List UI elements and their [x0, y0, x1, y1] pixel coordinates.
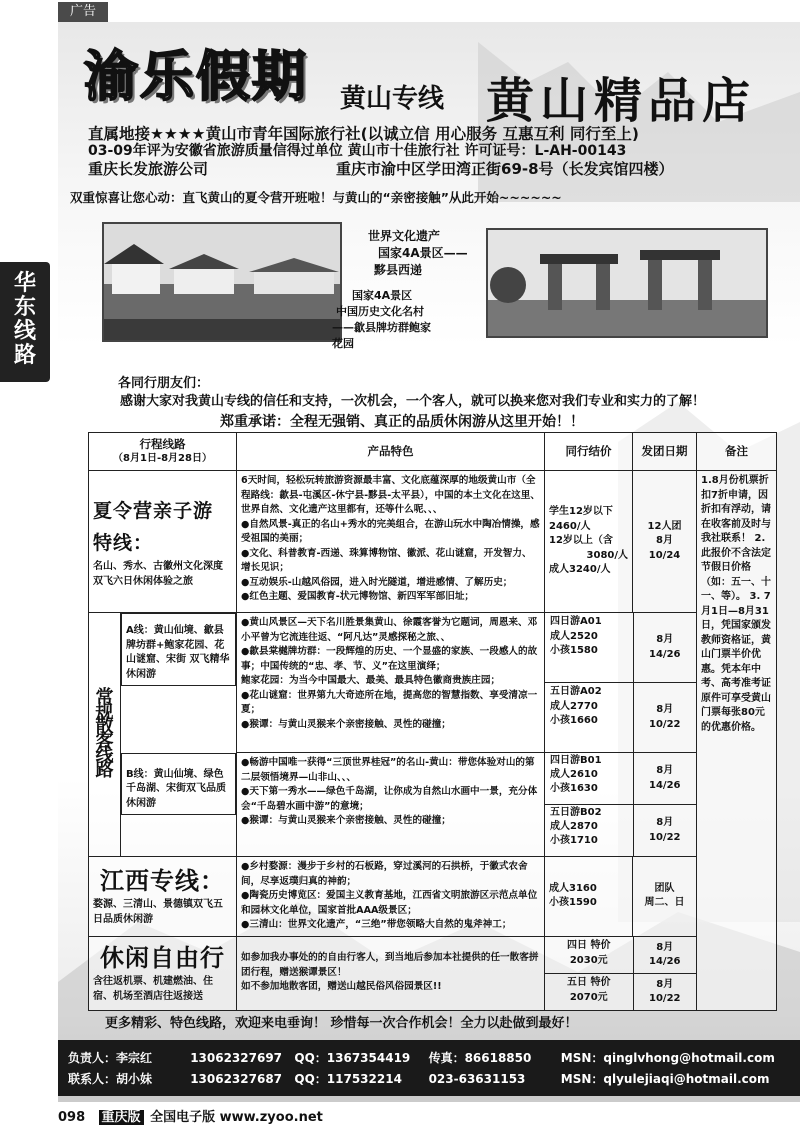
caption-line: 国家4A景区——: [378, 246, 468, 260]
table-row-leisure: [89, 936, 777, 1010]
summer-features: 6天时间，轻松玩转旅游资源最丰富、文化底蕴深厚的地级黄山市（全程路线：歙县-屯溪区-休宁县-黟县-太平县），中国的本土文化在这里、世界自然、文化遗产这里都有，还等什么呢、、、 ●自然风景-真正的名山+秀水的完美组合，在游山玩水中陶冶情操，感受祖国的美丽； ●文化、科普教育-西递、珠算博物馆、徽派、花山谜窟，开发智力、增长见识； ●互动娱乐-山越风俗园，进入时光隧道，增进感情、了解历史； ●红色主题、爱国教育-状元博物馆、新四军军部旧址；: [237, 471, 545, 613]
jiangxi-price: 成人3160 小孩1590: [545, 857, 633, 937]
slogan: 更多精彩、特色线路，欢迎来电垂询！ 珍惜每一次合作机会！全力以赴做到最好！: [105, 1016, 578, 1031]
agency-address: 重庆市渝中区学田湾正街69-8号（长发宾馆四楼）: [336, 160, 674, 178]
agency-line-1: 直属地接★★★★黄山市青年国际旅行社(以诚立信 用心服务 互惠互利 同行至上): [88, 125, 639, 143]
jiangxi-route-cell: [89, 857, 237, 937]
contact-msn[interactable]: MSN：qinglvhong@hotmail.com: [560, 1051, 775, 1065]
header-notes: 备注: [697, 433, 777, 471]
footer: [58, 1106, 323, 1125]
caption-line: 中国历史文化名村: [336, 305, 424, 318]
photo2-caption: [332, 288, 482, 352]
thanks-text: [88, 392, 778, 411]
line-subtitle: 黄山专线: [340, 84, 445, 114]
leisure-prices: [545, 936, 697, 1010]
price-row-a01: 四日游A01 成人2520 小孩1580 8月 14/26: [545, 613, 696, 683]
caption-line: 世界文化遗产: [368, 229, 441, 243]
edition-badge: 重庆版: [99, 1110, 144, 1125]
caption-line: 国家4A景区: [352, 289, 413, 302]
table-row-line-a: [89, 613, 777, 753]
line-a-features: ●黄山风景区—天下名川胜景集黄山、徐霞客誉为它题词，周恩来、邓小平曾为它流连往返、“阿凡达”灵感探秘之旅、、 ●歙县棠樾牌坊群：一段辉煌的历史、一个显盛的家族、一段感人的故事；中国传统的“忠、孝、节、义”在这里演绎； 鲍家花园：为当今中国最大、最美、最具特色徽商贵族庄园； ●花山谜窟：世界第九大奇迹所在地，提高您的智慧指数、享受清凉一夏； ●猴谭：与黄山灵猴来个亲密接触、灵性的碰撞；: [237, 613, 545, 753]
promise-text: 郑重承诺：全程无强销、真正的品质休闲游从这里开始！！: [220, 414, 584, 430]
thanks-body: 感谢大家对我黄山专线的信任和支持，一次机会，一个客人，就可以换来您对我们专业和实力的了解！: [120, 394, 706, 409]
ad-tag: 广告: [58, 2, 108, 22]
header-features: 产品特色: [237, 433, 545, 471]
photo-xidi-village: [102, 222, 342, 342]
photo-paifang-memorial: [486, 228, 768, 338]
header-route: 行程线路 （8月1日-8月28日）: [89, 433, 237, 471]
side-tab-east-china: [0, 262, 50, 382]
line-b-features: ●畅游中国唯一获得“三顶世界桂冠”的名山-黄山：带您体验对山的第二层领悟境界—山非山、、、 ●天下第一秀水——绿色千岛湖，让你成为自然山水画中一景，充分体会“千岛碧水画中游”的意境； ●猴谭：与黄山灵猴来个亲密接触、灵性的碰撞；: [237, 753, 545, 857]
table-row-jiangxi: [89, 857, 777, 937]
summer-route-cell: [89, 471, 237, 613]
leisure-price-grid: [545, 937, 696, 1010]
line-b-price-grid: [545, 753, 696, 856]
brand-title: 渝乐假期: [84, 44, 308, 108]
notes-cell: 1.8月份机票折扣7折申请，因折扣有浮动，请在收客前及时与我社联系！ 2. 此报价不含法定节假日价格（如：五一、十一、等）。 3. 7月1日—8月31日，凭国家颁发教师资格证，黄山门票半价优惠。凭本年中考、高考准考证原件可享受黄山门票每张80元的优惠价格。: [697, 471, 777, 1011]
route-table: [88, 432, 777, 1011]
contact-qq[interactable]: QQ：1367354419: [294, 1051, 411, 1065]
contact-bar: [58, 1040, 800, 1096]
leisure-features: 如参加我办事处的的自由行客人，到当地后参加本社提供的任一散客拼团行程，赠送猴谭景区！ 如不参加地散客团，赠送山越民俗风俗园景区!!: [237, 936, 545, 1010]
jiangxi-dates: 团队 周二、日: [633, 857, 697, 937]
contact-fax: 023-63631153: [428, 1072, 526, 1086]
header-dates: 发团日期: [633, 433, 697, 471]
contact-person: 负责人：李宗红: [68, 1051, 153, 1065]
contact-row-1: [68, 1048, 800, 1069]
table-header-row: [89, 433, 777, 471]
leisure-title: 休闲自由行: [100, 943, 225, 972]
summer-title: 夏令营亲子游特线：: [93, 499, 214, 554]
summer-desc: 名山、秀水、古徽州文化深度双飞六日休闲体验之旅: [93, 560, 223, 587]
price-row-leisure-4: 四日 特价 2030元 8月 14/26: [545, 937, 696, 974]
line-a-prices: [545, 613, 697, 753]
contact-qq[interactable]: QQ：117532214: [294, 1072, 402, 1086]
leisure-route-cell: [89, 936, 237, 1010]
photo1-caption: [368, 228, 518, 279]
side-tab-label: 华东线路: [13, 271, 36, 368]
caption-line: ——歙县牌坊群鲍家: [332, 321, 431, 334]
intro-line: 双重惊喜让您心动：直飞黄山的夏令营开班啦！与黄山的“亲密接触”从此开始~~~~~~: [70, 190, 562, 205]
line-a-desc: A线：黄山仙境、歙县牌坊群+鲍家花园、花山谜窟、宋街 双飞精华休闲游: [121, 613, 236, 686]
line-b-desc: B线：黄山仙境、绿色千岛湖、宋街双飞品质休闲游: [121, 753, 236, 816]
caption-line: 花园: [332, 337, 354, 350]
store-title: 黄山精品店: [486, 73, 757, 129]
line-a-price-grid: [545, 613, 696, 752]
page-number: 098: [58, 1110, 86, 1125]
caption-line: 黟县西递: [374, 263, 423, 277]
table-row-line-b: [89, 753, 777, 857]
contact-person: 联系人：胡小妹: [68, 1072, 153, 1086]
footer-site[interactable]: 全国电子版 www.zyoo.net: [150, 1110, 323, 1125]
price-row-b02: 五日游B02 成人2870 小孩1710 8月 10/22: [545, 805, 696, 857]
agency-company: 重庆长发旅游公司: [88, 160, 209, 178]
summer-price: 学生12岁以下 2460/人 12岁以上（含 3080/人 成人3240/人: [545, 471, 633, 613]
table-row-summer-camp: [89, 471, 777, 613]
jiangxi-desc: 婺源、三清山、景德镇双飞五日品质休闲游: [93, 899, 223, 926]
contact-phone[interactable]: 13062327687: [190, 1072, 283, 1086]
line-b-prices: [545, 753, 697, 857]
regular-label: 常规散客线路: [89, 613, 121, 857]
contact-phone[interactable]: 13062327697: [190, 1051, 283, 1065]
photo-paifang-illustration: [488, 230, 768, 338]
leisure-desc: 含往返机票、机建燃油、住宿、机场至酒店往返接送: [93, 976, 213, 1002]
contact-fax: 传真：86618850: [428, 1051, 532, 1065]
agency-line-2: 03-09年评为安徽省旅游质量信得过单位 黄山市十佳旅行社 许可证号：L-AH-00143: [88, 143, 627, 159]
price-row-b01: 四日游B01 成人2610 小孩1630 8月 14/26: [545, 753, 696, 805]
greeting: 各同行朋友们：: [118, 376, 210, 391]
jiangxi-features: ●乡村婺源：漫步于乡村的石板路，穿过溪河的石拱桥，于徽式农舍间，尽享返璞归真的神韵； ●陶瓷历史博览区：爱国主义教育基地，江西省文明旅游区示范点单位和园林文化单位，国家首批AAA级景区； ●三清山：世界文化遗产，“三绝”带您领略大自然的鬼斧神工；: [237, 857, 545, 937]
contact-row-2: [68, 1069, 800, 1090]
summer-dates: 12人团 8月 10/24: [633, 471, 697, 613]
price-row-a02: 五日游A02 成人2770 小孩1660 8月 10/22: [545, 683, 696, 753]
contact-msn[interactable]: MSN：qlyulejiaqi@hotmail.com: [560, 1072, 770, 1086]
header-price: 同行结价: [545, 433, 633, 471]
jiangxi-title: 江西专线：: [100, 866, 225, 896]
price-row-leisure-5: 五日 特价 2070元 8月 10/22: [545, 973, 696, 1010]
photo-xidi-illustration: [104, 224, 342, 342]
